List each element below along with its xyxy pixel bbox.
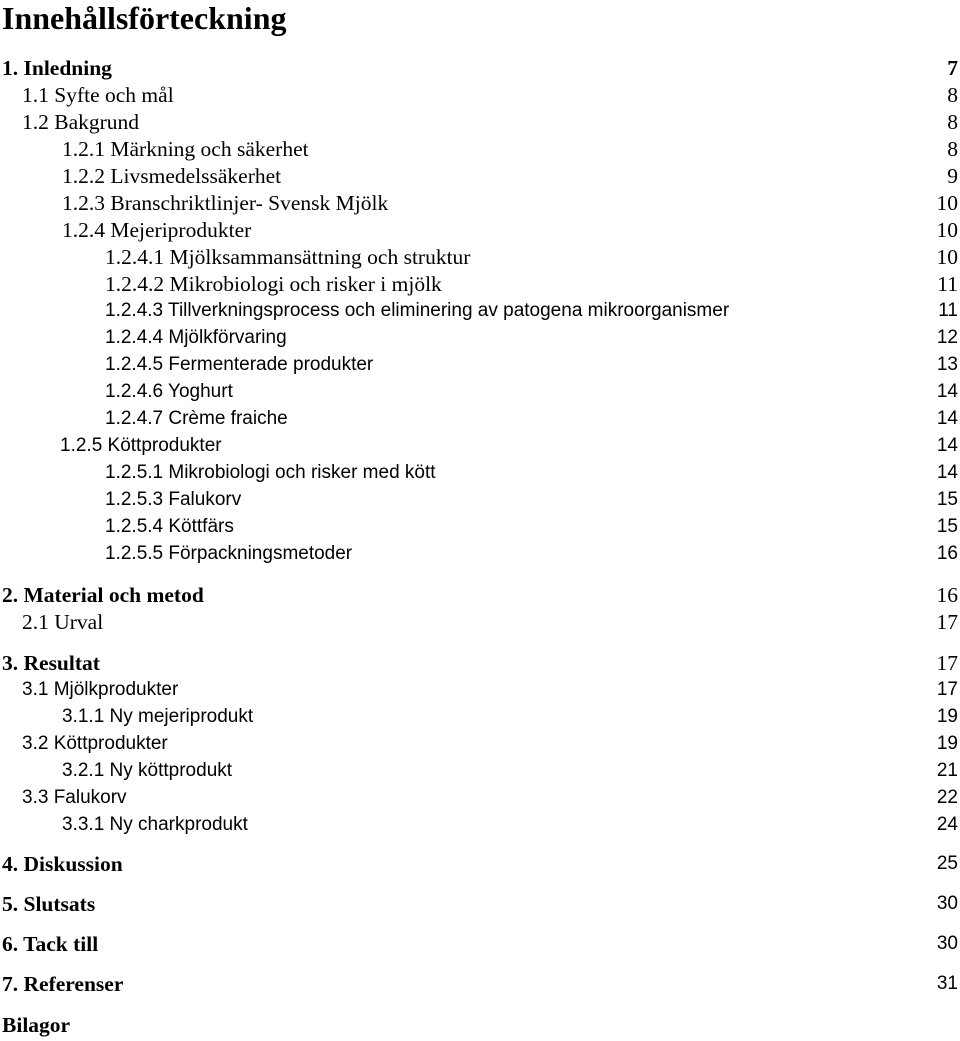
toc-entry-1-2-4-6[interactable] — [0, 379, 960, 405]
toc-entry-1-2-4-3[interactable] — [0, 298, 960, 324]
toc-entry-page: 31 — [936, 973, 958, 994]
toc-entry-label: 1.2.3 Branschriktlinjer- Svensk Mjölk — [62, 191, 389, 215]
toc-entry-page: 7 — [947, 56, 958, 80]
page-title: Innehållsförteckning — [2, 0, 287, 36]
toc-entry-label: 2. Material och metod — [2, 583, 204, 607]
toc-entry-label: 4. Diskussion — [2, 852, 123, 876]
toc-entry-1-2-4-4[interactable] — [0, 325, 960, 351]
toc-entry-1-2-5-1[interactable] — [0, 460, 960, 486]
toc-entry-page: 17 — [936, 679, 958, 700]
toc-entry-page: 16 — [936, 543, 958, 564]
toc-entry-7[interactable] — [0, 971, 960, 997]
toc-entry-3-3-1[interactable] — [0, 812, 960, 838]
toc-entry-page: 14 — [936, 408, 958, 429]
toc-entry-label: 5. Slutsats — [2, 892, 96, 916]
toc-entry-label: 1.2.5.1 Mikrobiologi och risker med kött — [105, 462, 436, 483]
toc-entry-label: 3.2 Köttprodukter — [22, 733, 168, 754]
toc-entry-page: 9 — [947, 164, 958, 188]
toc-entry-label: 3. Resultat — [2, 651, 100, 675]
toc-entry-3-1[interactable] — [0, 677, 960, 703]
toc-entry-1-2-1[interactable] — [0, 136, 960, 162]
toc-entry-page: 25 — [936, 853, 958, 874]
toc-entry-label: 1.2.4.1 Mjölksammansättning och struktur — [105, 245, 471, 269]
toc-entry-label: 3.3 Falukorv — [22, 787, 127, 808]
toc-entry-1-2-5[interactable] — [0, 433, 960, 459]
toc-entry-label: 3.1 Mjölkprodukter — [22, 679, 179, 700]
toc-entry-label: 1.2.2 Livsmedelssäkerhet — [62, 164, 282, 188]
toc-entry-label: 2.1 Urval — [22, 610, 104, 634]
toc-entry-label: 1.2.5 Köttprodukter — [60, 435, 222, 456]
toc-entry-1-2-5-4[interactable] — [0, 514, 960, 540]
toc-entry-page: 14 — [936, 435, 958, 456]
toc-entry-label: 1. Inledning — [2, 56, 112, 80]
toc-entry-label: 1.2.4.7 Crème fraiche — [105, 408, 288, 429]
toc-entry-page: 30 — [936, 893, 958, 914]
toc-entry-3[interactable] — [0, 650, 960, 676]
toc-entry-page: 8 — [947, 83, 958, 107]
toc-entry-label: 3.3.1 Ny charkprodukt — [62, 814, 248, 835]
toc-entry-1-2[interactable] — [0, 109, 960, 135]
toc-entry-1-2-5-5[interactable] — [0, 541, 960, 567]
toc-entry-page: 8 — [947, 137, 958, 161]
toc-entry-1-2-3[interactable] — [0, 190, 960, 216]
toc-entry-1-2-5-3[interactable] — [0, 487, 960, 513]
toc-entry-4[interactable] — [0, 851, 960, 877]
toc-entry-label: 6. Tack till — [2, 932, 99, 956]
toc-entry-label: 1.2 Bakgrund — [22, 110, 140, 134]
toc-entry-2-1[interactable] — [0, 609, 960, 635]
toc-entry-label: 3.1.1 Ny mejeriprodukt — [62, 706, 254, 727]
toc-entry-label: 1.2.1 Märkning och säkerhet — [62, 137, 309, 161]
toc-entry-page: 21 — [936, 760, 958, 781]
toc-entry-label: 1.2.4.6 Yoghurt — [105, 381, 233, 402]
toc-entry-6[interactable] — [0, 931, 960, 957]
toc-entry-page: 17 — [936, 651, 958, 675]
toc-entry-label: 1.2.5.3 Falukorv — [105, 489, 242, 510]
toc-entry-page: 14 — [936, 462, 958, 483]
toc-entry-page: 16 — [936, 583, 958, 607]
toc-entry-page: 10 — [936, 191, 958, 215]
toc-entry-page: 8 — [947, 110, 958, 134]
toc-entry-label: 1.2.5.5 Förpackningsmetoder — [105, 543, 353, 564]
toc-entry-2[interactable] — [0, 582, 960, 608]
toc-entry-3-1-1[interactable] — [0, 704, 960, 730]
toc-entry-label: 7. Referenser — [2, 972, 124, 996]
toc-entry-label: 1.2.4.3 Tillverkningsprocess och eliminering av patogena mikroorganismer — [105, 300, 730, 321]
toc-entry-label: 3.2.1 Ny köttprodukt — [62, 760, 233, 781]
toc-entry-label: 1.2.4.5 Fermenterade produkter — [105, 354, 374, 375]
toc-entry-5[interactable] — [0, 891, 960, 917]
toc-entry-label: 1.2.5.4 Köttfärs — [105, 516, 234, 537]
toc-entry-3-2-1[interactable] — [0, 758, 960, 784]
toc-entry-page: 12 — [936, 327, 958, 348]
toc-entry-page: 13 — [936, 354, 958, 375]
toc-entry-1-2-4-5[interactable] — [0, 352, 960, 378]
toc-entry-1-2-4-2[interactable] — [0, 271, 960, 297]
toc-entry-page: 10 — [936, 245, 958, 269]
toc-entry-1-1[interactable] — [0, 82, 960, 108]
toc-entry-label: 1.2.4.4 Mjölkförvaring — [105, 327, 287, 348]
toc-entry-page: 11 — [938, 300, 958, 321]
toc-entry-1-2-4-7[interactable] — [0, 406, 960, 432]
toc-entry-page: 11 — [937, 272, 958, 296]
toc-entry-page: 30 — [936, 933, 958, 954]
toc-entry-page: 10 — [936, 218, 958, 242]
toc-entry-1-2-2[interactable] — [0, 163, 960, 189]
toc-entry-3-2[interactable] — [0, 731, 960, 757]
toc-entry-page: 15 — [936, 516, 958, 537]
toc-entry-page: 22 — [936, 787, 958, 808]
toc-entry-page: 24 — [936, 814, 958, 835]
toc-entry-label: 1.1 Syfte och mål — [22, 83, 174, 107]
toc-entry-label: 1.2.4.2 Mikrobiologi och risker i mjölk — [105, 272, 442, 296]
toc-entry-1-2-4-1[interactable] — [0, 244, 960, 270]
toc-entry-page: 19 — [936, 706, 958, 727]
toc-entry-page: 19 — [936, 733, 958, 754]
toc-entry-page: 17 — [936, 610, 958, 634]
toc-entry-label: 1.2.4 Mejeriprodukter — [62, 218, 252, 242]
toc-entry-1[interactable] — [0, 55, 960, 81]
toc-entry-1-2-4[interactable] — [0, 217, 960, 243]
appendix-heading: Bilagor — [2, 1013, 71, 1037]
toc-entry-page: 14 — [936, 381, 958, 402]
toc-entry-3-3[interactable] — [0, 785, 960, 811]
toc-entry-page: 15 — [936, 489, 958, 510]
